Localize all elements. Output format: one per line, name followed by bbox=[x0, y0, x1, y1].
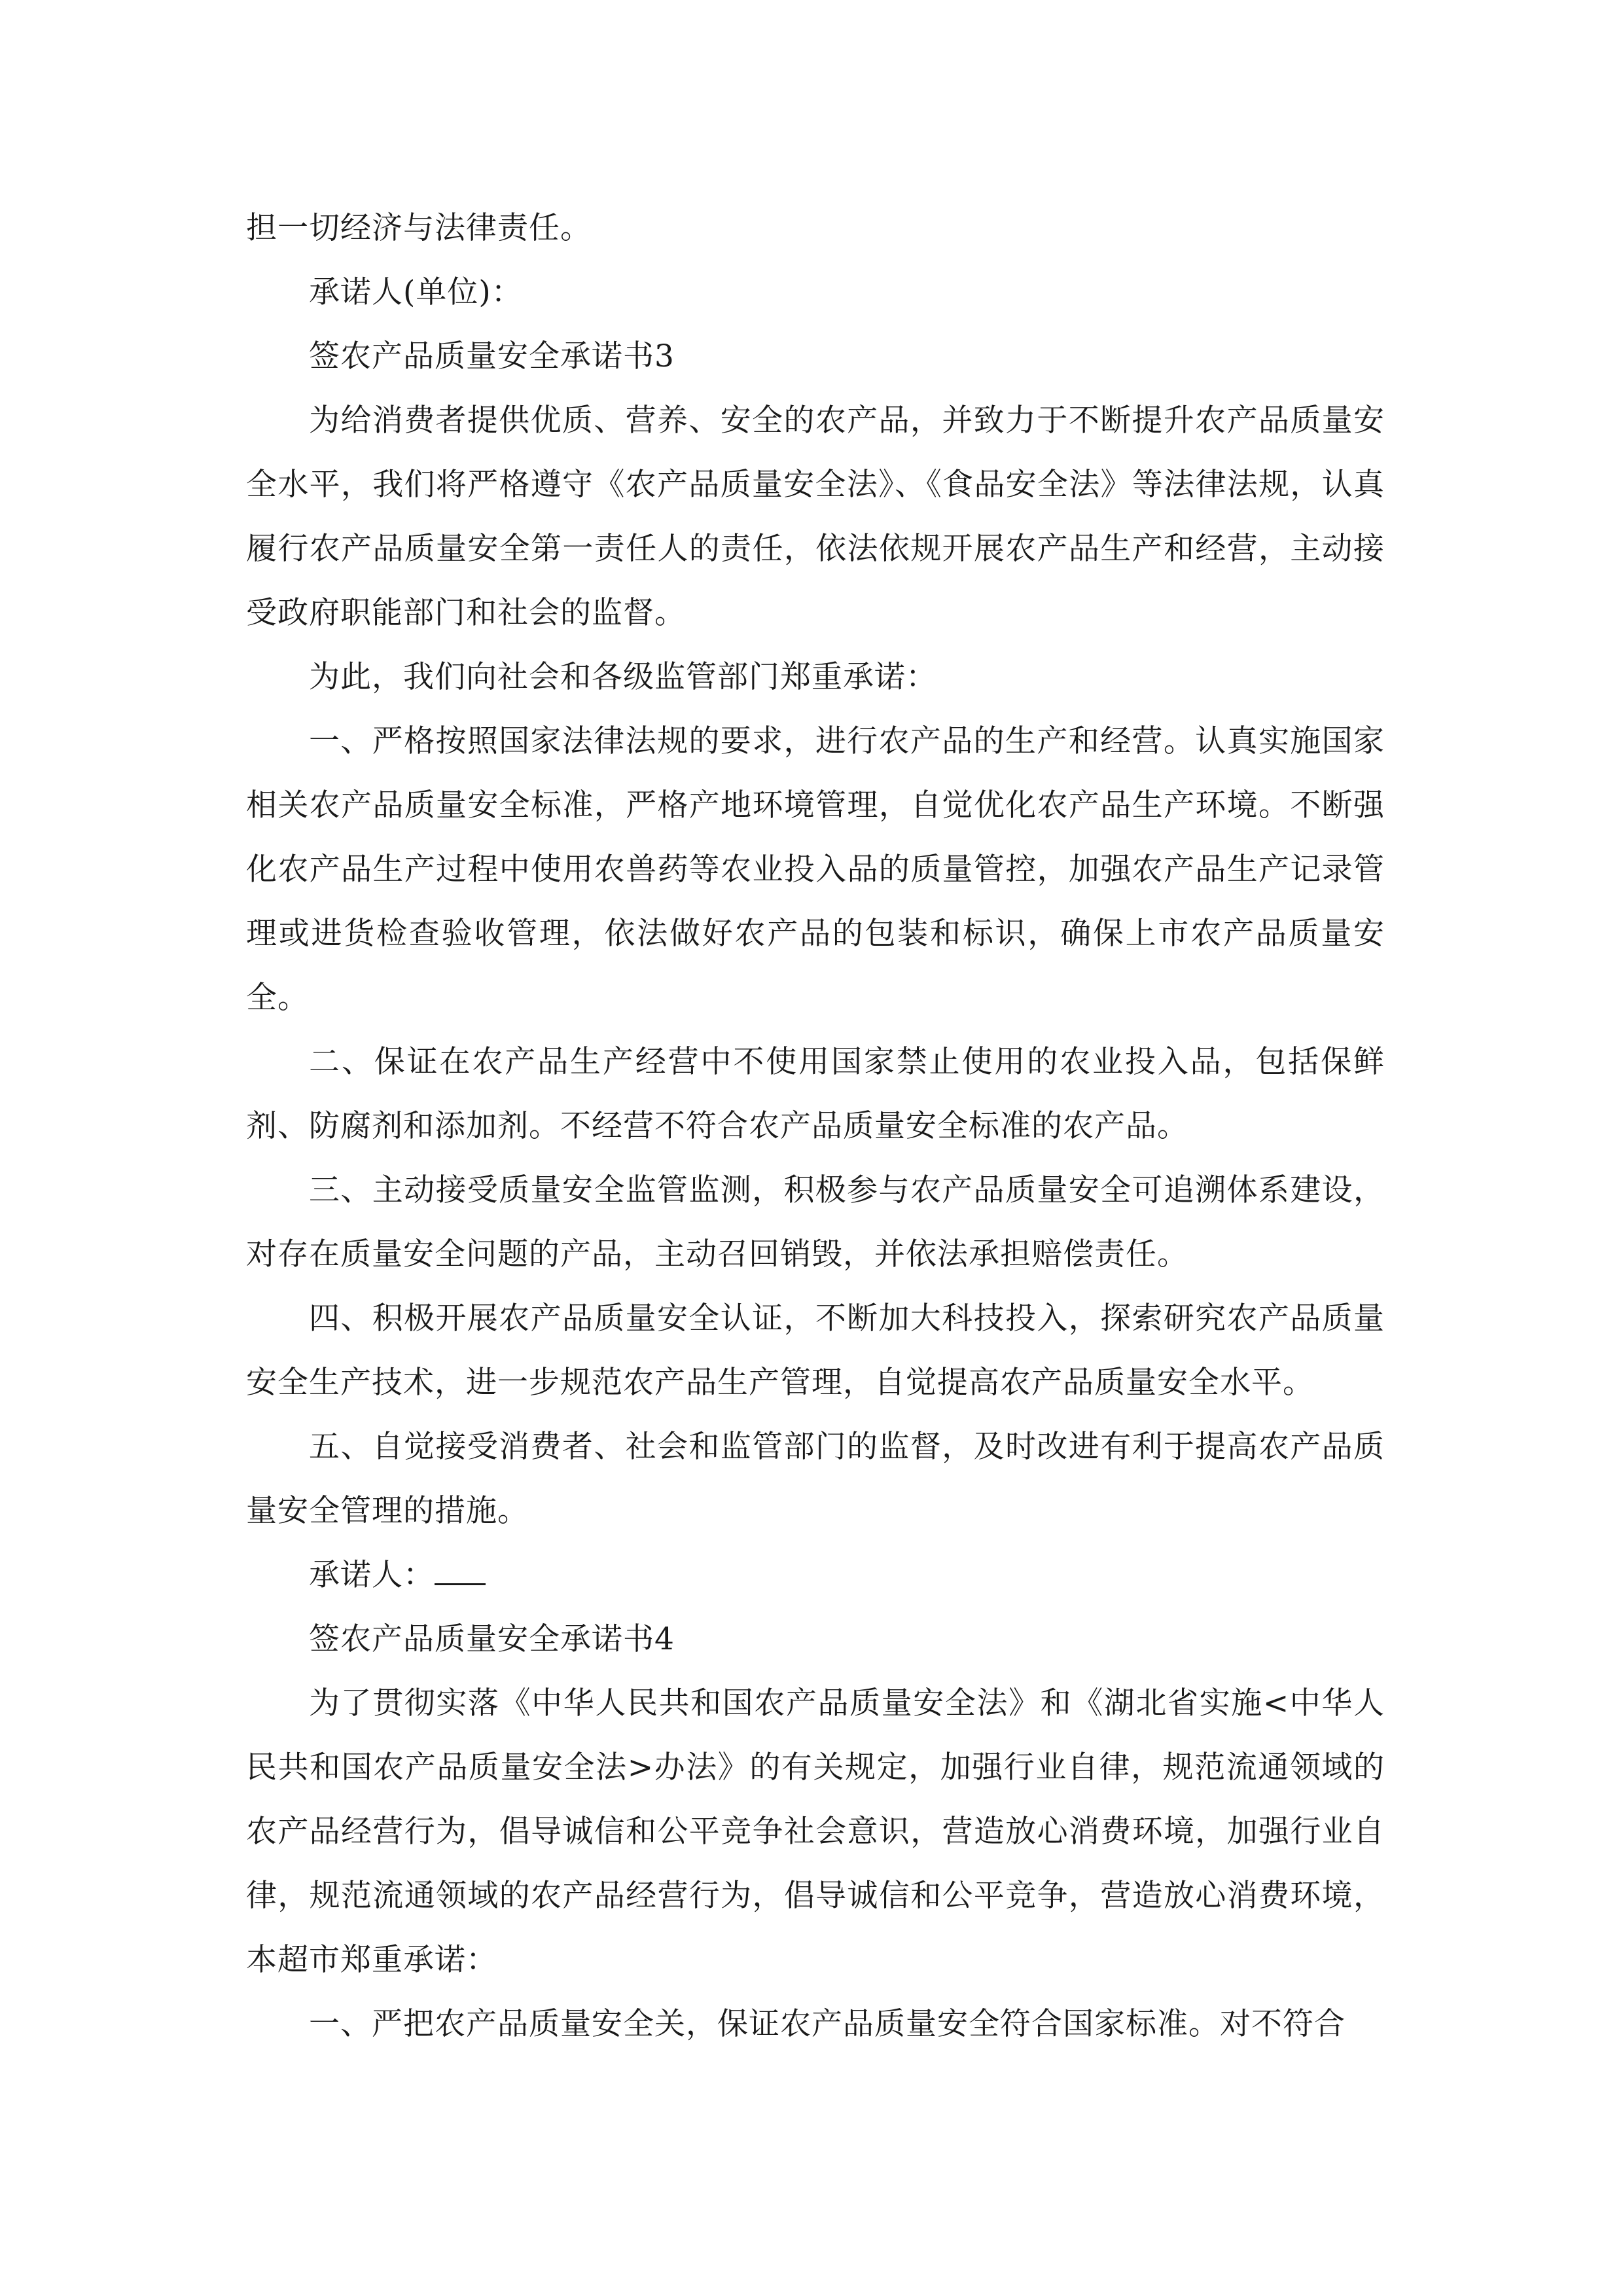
section-heading-3: 签农产品质量安全承诺书3 bbox=[309, 338, 675, 374]
paragraph: 为给消费者提供优质、营养、安全的农产品，并致力于不断提升农产品质量安全水平，我们将严格遵守《农产品质量安全法》、《食品安全法》等法律法规，认真履行农产品质量安全第一责任人的责任，依法依规开展农产品生产和经营，主动接受政府职能部门和社会的监督。 bbox=[246, 403, 1385, 631]
signer-line bbox=[246, 1543, 1385, 1607]
section-heading-4: 签农产品质量安全承诺书4 bbox=[309, 1621, 675, 1657]
paragraph: 为了贯彻实落《中华人民共和国农产品质量安全法》和《湖北省实施<中华人民共和国农产品质量安全法>办法》的有关规定，加强行业自律，规范流通领域的农产品经营行为，倡导诚信和公平竞争社会意识，营造放心消费环境，加强行业自律，规范流通领域的农产品经营行为，倡导诚信和公平竞争，营造放心消费环境，本超市郑重承诺： bbox=[246, 1685, 1385, 1978]
signer-label: 承诺人： bbox=[309, 1557, 435, 1593]
signer-unit-line: 承诺人(单位)： bbox=[309, 274, 523, 310]
paragraph: 五、自觉接受消费者、社会和监管部门的监督，及时改进有利于提高农产品质量安全管理的措施。 bbox=[246, 1429, 1385, 1529]
signature-blank bbox=[435, 1556, 486, 1585]
document-body bbox=[246, 196, 1385, 2056]
paragraph: 为此，我们向社会和各级监管部门郑重承诺： bbox=[309, 659, 937, 695]
paragraph: 三、主动接受质量安全监管监测，积极参与农产品质量安全可追溯体系建设，对存在质量安全问题的产品，主动召回销毁，并依法承担赔偿责任。 bbox=[246, 1172, 1385, 1272]
paragraph: 二、保证在农产品生产经营中不使用国家禁止使用的农业投入品，包括保鲜剂、防腐剂和添加剂。不经营不符合农产品质量安全标准的农产品。 bbox=[246, 1044, 1385, 1144]
paragraph: 四、积极开展农产品质量安全认证，不断加大科技投入，探索研究农产品质量安全生产技术，进一步规范农产品生产管理，自觉提高农产品质量安全水平。 bbox=[246, 1300, 1385, 1401]
paragraph: 担一切经济与法律责任。 bbox=[246, 210, 592, 246]
paragraph: 一、严格按照国家法律法规的要求，进行农产品的生产和经营。认真实施国家相关农产品质量安全标准，严格产地环境管理，自觉优化农产品生产环境。不断强化农产品生产过程中使用农兽药等农业投入品的质量管控，加强农产品生产记录管理或进货检查验收管理，依法做好农产品的包装和标识，确保上市农产品质量安全。 bbox=[246, 723, 1385, 1016]
paragraph: 一、严把农产品质量安全关，保证农产品质量安全符合国家标准。对不符合 bbox=[309, 2006, 1346, 2042]
